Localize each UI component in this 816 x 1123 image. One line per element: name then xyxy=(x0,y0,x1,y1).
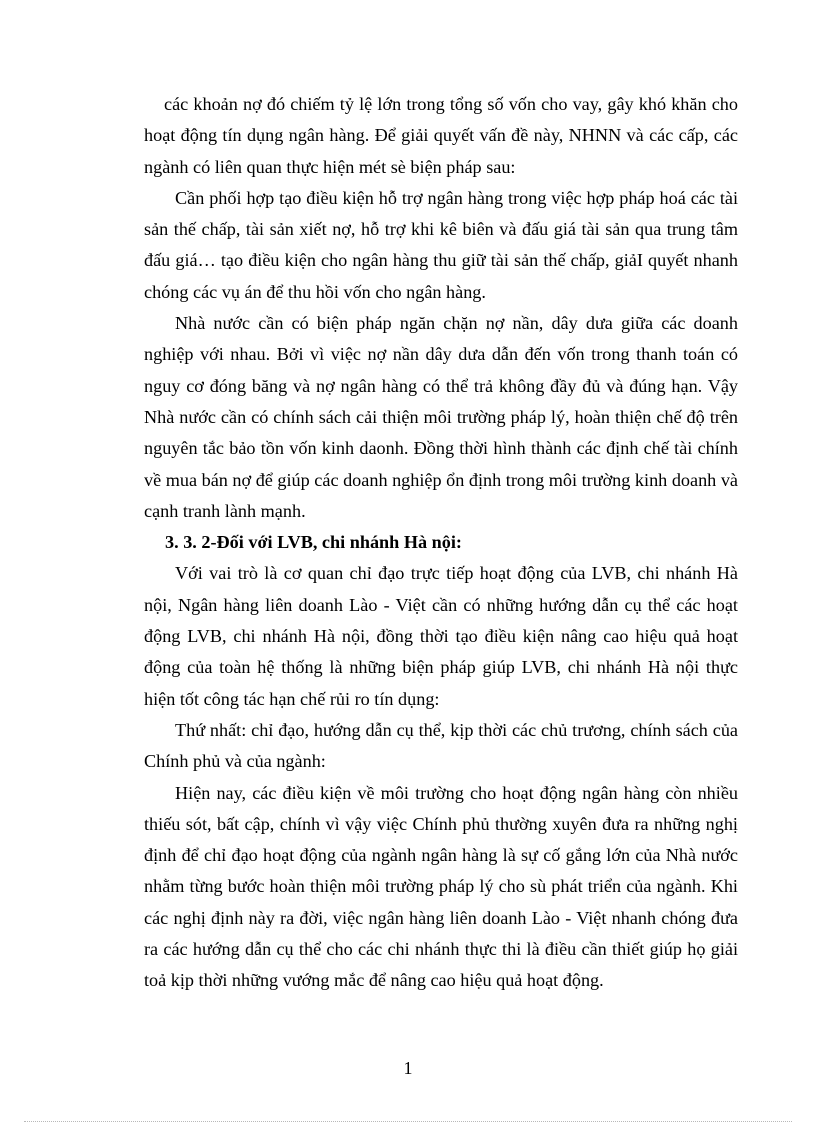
paragraph: Hiện nay, các điều kiện về môi trường cho hoạt động ngân hàng còn nhiều thiếu sót, bất cập, chính vì vậy việc Chính phủ thường xuyên đưa ra những nghị định để chỉ đạo hoạt động của ngành ngân hàng là sự cố gắng lớn của Nhà nước nhằm từng bước hoàn thiện môi trường pháp lý cho sù phát triển của ngành. Khi các nghị định này ra đời, việc ngân hàng liên doanh Lào - Việt nhanh chóng đưa ra các hướng dẫn cụ thể cho các chi nhánh thực thi là điều cần thiết giúp họ giải toả kịp thời những vướng mắc để nâng cao hiệu quả hoạt động. xyxy=(144,782,738,991)
body-text xyxy=(144,89,738,997)
paragraph: Cần phối hợp tạo điều kiện hỗ trợ ngân hàng trong việc hợp pháp hoá các tài sản thế chấp, tài sản xiết nợ, hỗ trợ khi kê biên và đấu giá tài sản qua trung tâm đấu giá… tạo điều kiện cho ngân hàng thu giữ tài sản thế chấp, giảI quyết nhanh chóng các vụ án để thu hồi vốn cho ngân hàng. xyxy=(144,187,738,302)
paragraph: Nhà nước cần có biện pháp ngăn chặn nợ nần, dây dưa giữa các doanh nghiệp với nhau. Bởi vì việc nợ nần dây dưa dẫn đến vốn trong thanh toán có nguy cơ đóng băng và nợ ngân hàng có thể trả không đầy đủ và đúng hạn. Vậy Nhà nước cần có chính sách cải thiện môi trường pháp lý, hoàn thiện chế độ trên nguyên tắc bảo tồn vốn kinh daonh. Đồng thời hình thành các định chế tài chính về mua bán nợ để giúp các doanh nghiệp ổn định trong môi trường kinh doanh và cạnh tranh lành mạnh. xyxy=(144,313,738,521)
section-heading: 3. 3. 2-Đối với LVB, chi nhánh Hà nội: xyxy=(165,532,462,553)
paragraph: Với vai trò là cơ quan chỉ đạo trực tiếp hoạt động của LVB, chi nhánh Hà nội, Ngân hàng liên doanh Lào - Việt cần có những hướng dẫn cụ thể các hoạt động LVB, chi nhánh Hà nội, đồng thời tạo điều kiện nâng cao hiệu quả hoạt động của toàn hệ thống là những biện pháp giúp LVB, chi nhánh Hà nội thực hiện tốt công tác hạn chế rủi ro tín dụng: xyxy=(144,563,738,709)
paragraph: Thứ nhất: chỉ đạo, hướng dẫn cụ thể, kịp thời các chủ trương, chính sách của Chính phủ và của ngành: xyxy=(144,719,738,772)
page-boundary-divider xyxy=(24,1121,792,1122)
paragraph-continued: các khoản nợ đó chiếm tỷ lệ lớn trong tổng số vốn cho vay, gây khó khăn cho hoạt động tín dụng ngân hàng. Để giải quyết vấn đề này, NHNN và các cấp, các ngành có liên quan thực hiện mét sè biện pháp sau: xyxy=(144,94,738,177)
page-number: 1 xyxy=(403,1058,413,1078)
